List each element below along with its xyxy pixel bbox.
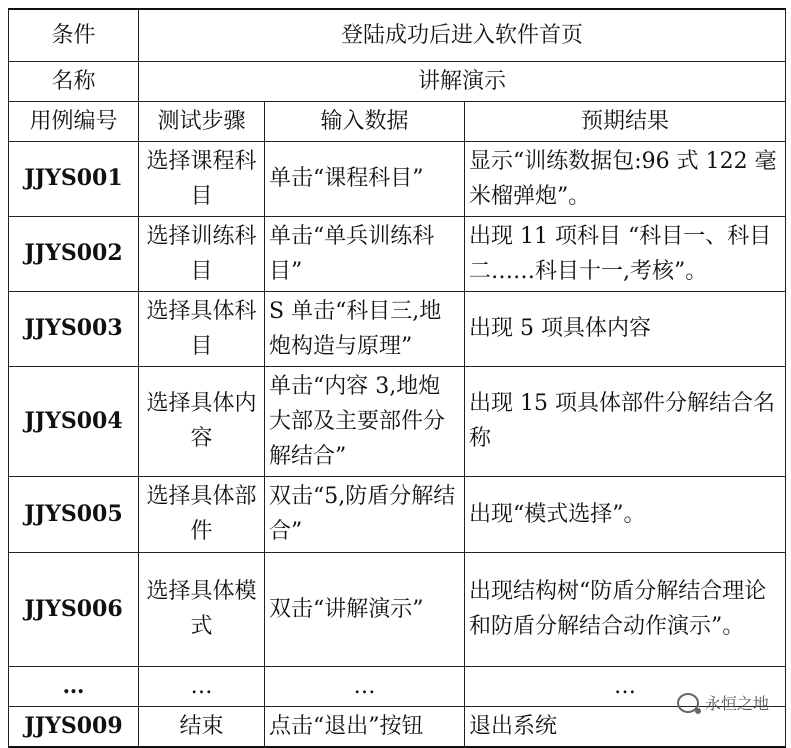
case-id-cell: JJYS001 — [9, 141, 139, 216]
step-cell: 选择具体部件 — [139, 476, 265, 552]
expected-cell: 退出系统 — [465, 706, 786, 747]
step-cell: 结束 — [139, 706, 265, 747]
ellipsis-cell: … — [9, 666, 139, 706]
table-row — [9, 141, 786, 216]
condition-value: 登陆成功后进入软件首页 — [139, 9, 786, 61]
input-cell: 单击“单兵训练科目” — [265, 216, 465, 291]
chat-bubble-icon — [677, 693, 699, 713]
expected-cell: 出现结构树“防盾分解结合理论和防盾分解结合动作演示”。 — [465, 552, 786, 666]
ellipsis-cell: … — [265, 666, 465, 706]
case-id-cell: JJYS009 — [9, 706, 139, 747]
table-row — [9, 706, 786, 747]
expected-cell: 出现 11 项科目 “科目一、科目二……科目十一,考核”。 — [465, 216, 786, 291]
column-header: 预期结果 — [465, 101, 786, 141]
watermark-text: 永恒之地 — [704, 694, 769, 713]
expected-cell: 出现 15 项具体部件分解结合名称 — [465, 366, 786, 476]
condition-label: 条件 — [9, 9, 139, 61]
step-cell: 选择训练科目 — [139, 216, 265, 291]
column-header: 输入数据 — [265, 101, 465, 141]
input-cell: 点击“退出”按钮 — [265, 706, 465, 747]
table-row — [9, 552, 786, 666]
test-case-table — [8, 8, 786, 748]
ellipsis-row — [9, 666, 786, 706]
step-cell: 选择课程科目 — [139, 141, 265, 216]
watermark — [677, 691, 769, 714]
table-row — [9, 216, 786, 291]
case-id-cell: JJYS006 — [9, 552, 139, 666]
table-row — [9, 291, 786, 366]
expected-cell: 显示“训练数据包:96 式 122 毫米榴弹炮”。 — [465, 141, 786, 216]
table-row — [9, 476, 786, 552]
name-row — [9, 61, 786, 101]
case-id-cell: JJYS002 — [9, 216, 139, 291]
name-value: 讲解演示 — [139, 61, 786, 101]
column-header: 用例编号 — [9, 101, 139, 141]
condition-row — [9, 9, 786, 61]
name-label: 名称 — [9, 61, 139, 101]
input-cell: 单击“课程科目” — [265, 141, 465, 216]
input-cell: 双击“讲解演示” — [265, 552, 465, 666]
ellipsis-cell: … — [139, 666, 265, 706]
input-cell: 单击“内容 3,地炮大部及主要部件分解结合” — [265, 366, 465, 476]
column-header-row — [9, 101, 786, 141]
input-cell: S 单击“科目三,地炮构造与原理” — [265, 291, 465, 366]
step-cell: 选择具体模式 — [139, 552, 265, 666]
table-row — [9, 366, 786, 476]
case-id-cell: JJYS004 — [9, 366, 139, 476]
input-cell: 双击“5,防盾分解结合” — [265, 476, 465, 552]
ellipsis-cell: … — [465, 666, 786, 706]
case-id-cell: JJYS005 — [9, 476, 139, 552]
expected-cell: 出现 5 项具体内容 — [465, 291, 786, 366]
expected-cell: 出现“模式选择”。 — [465, 476, 786, 552]
step-cell: 选择具体科目 — [139, 291, 265, 366]
case-id-cell: JJYS003 — [9, 291, 139, 366]
step-cell: 选择具体内容 — [139, 366, 265, 476]
column-header: 测试步骤 — [139, 101, 265, 141]
